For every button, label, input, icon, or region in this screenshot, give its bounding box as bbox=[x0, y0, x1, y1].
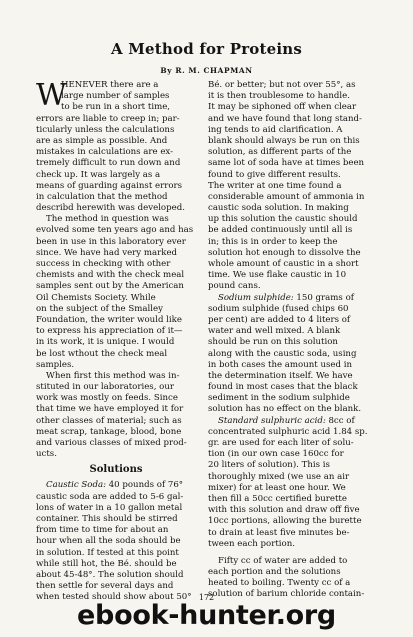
text-line: samples sent out by the American bbox=[36, 281, 184, 292]
text-line: means of guarding against errors bbox=[36, 180, 183, 191]
text-line: When first this method was in- bbox=[46, 370, 180, 381]
text-line: while still hot, the Bé. should be bbox=[36, 558, 177, 569]
watermark-text: ebook-hunter.org bbox=[77, 600, 336, 631]
text-line: describd herewith was developed. bbox=[36, 203, 185, 214]
text-line: solution hot enough to dissolve the bbox=[208, 247, 361, 258]
text-line: up this solution the caustic should bbox=[208, 214, 358, 225]
text-line: mixer) for at least one hour. We bbox=[208, 482, 346, 493]
text-line: Foundation, the writer would like bbox=[36, 314, 182, 325]
text-line: chemists and with the check meal bbox=[36, 270, 185, 281]
text-line: ucts. bbox=[36, 449, 57, 460]
text-line: then fill a 50cc certified burette bbox=[208, 493, 347, 504]
text-line: from time to time for about an bbox=[36, 525, 169, 536]
paragraph-lead-label: Standard sulphuric acid: bbox=[218, 415, 326, 426]
text-line: in its work, it is unique. I would bbox=[36, 337, 175, 348]
article-title: A Method for Proteins bbox=[110, 40, 303, 58]
text-line: be lost wthout the check meal bbox=[36, 348, 168, 359]
text-line: sodium sulphide (fused chips 60 bbox=[208, 303, 349, 314]
text-line: in calculation that the method bbox=[36, 191, 168, 202]
text-line: in; this is in order to keep the bbox=[208, 236, 338, 247]
text-line: The method in question was bbox=[46, 214, 169, 225]
text-line: tion (in our own case 160cc for bbox=[208, 449, 344, 460]
text-line: Bé. or better; but not over 55°, as bbox=[208, 80, 356, 90]
text-line: considerable amount of ammonia in bbox=[208, 191, 365, 202]
text-line: are as simple as possible. And bbox=[36, 135, 168, 146]
text-line: heated to boiling. Twenty cc of a bbox=[208, 578, 351, 589]
text-line: water and well mixed. A blank bbox=[208, 326, 341, 337]
text-line: Oil Chemists Society. While bbox=[36, 292, 156, 303]
text-line bbox=[208, 416, 368, 427]
text-line: blank should always be run on this bbox=[208, 135, 360, 146]
text-line: in solution. If tested at this point bbox=[36, 547, 179, 558]
text-line: lons of water in a 10 gallon metal bbox=[36, 502, 183, 513]
text-line: to express his appreciation of it— bbox=[36, 326, 183, 337]
text-line: sediment in the sodium sulphide bbox=[208, 393, 350, 404]
text-line: when tested should show about 50° bbox=[36, 592, 192, 603]
right-column bbox=[208, 80, 368, 601]
text-line: since. We have had very marked bbox=[36, 247, 178, 258]
text-line: found to give different results. bbox=[208, 169, 341, 180]
text-line: container. This should be stirred bbox=[36, 513, 178, 524]
text-line: errors are liable to creep in; par- bbox=[36, 113, 180, 124]
text-line: samples. bbox=[36, 359, 75, 370]
text-line: been in use in this laboratory ever bbox=[36, 236, 186, 247]
text-line: tremely difficult to run down and bbox=[36, 158, 181, 169]
paragraph-lead-label: Sodium sulphide: bbox=[218, 292, 294, 303]
text-line: time. We use flake caustic in 10 bbox=[208, 270, 347, 281]
text-line: It may be siphoned off when clear bbox=[208, 102, 357, 113]
text-line: Fifty cc of water are added to bbox=[218, 555, 348, 566]
text-line: and various classes of mixed prod- bbox=[36, 438, 187, 448]
text-line: to drain at least five minutes be- bbox=[208, 527, 350, 538]
text-line: and we have found that long stand- bbox=[208, 113, 362, 124]
text-line: solution of barium chloride contain- bbox=[208, 589, 365, 600]
text-line: with this solution and draw off five bbox=[208, 505, 360, 516]
text-line: large number of samples bbox=[61, 91, 170, 102]
drop-cap: W bbox=[36, 78, 67, 113]
text-line: gr. are used for each liter of solu- bbox=[208, 438, 354, 448]
page-number: 172 bbox=[198, 593, 215, 602]
text-line: other classes of material; such as bbox=[36, 415, 182, 426]
text-line: it is then troublesome to handle. bbox=[208, 91, 350, 102]
text-line: whole amount of caustic in a short bbox=[208, 259, 359, 269]
text-line: same lot of soda have at times been bbox=[208, 158, 365, 169]
text-line: meat scrap, tankage, blood, bone bbox=[36, 426, 182, 437]
text-line: concentrated sulphuric acid 1.84 sp. bbox=[208, 426, 368, 437]
text-line: the determination itself. We have bbox=[208, 370, 353, 381]
text-line: ticularly unless the calculations bbox=[36, 124, 175, 135]
text-line: each portion and the solutions bbox=[208, 567, 341, 578]
text-line: thoroughly mixed (we use an air bbox=[208, 471, 350, 482]
text-line: about 45-48°. The solution should bbox=[36, 569, 184, 580]
text-line: solution has no effect on the blank. bbox=[208, 404, 362, 415]
text-line: pound cans. bbox=[208, 281, 261, 292]
text-line: work was mostly on feeds. Since bbox=[36, 393, 178, 404]
text-line: on the subject of the Smalley bbox=[36, 303, 163, 314]
text-line: should be run on this solution bbox=[208, 337, 338, 348]
text-line: be added continuously until all is bbox=[208, 225, 353, 236]
text-line: ing tends to aid clarification. A bbox=[208, 124, 343, 135]
text-line: check up. It was largely as a bbox=[36, 169, 161, 180]
text-line: in both cases the amount used in bbox=[208, 359, 353, 370]
text-line: The writer at one time found a bbox=[208, 180, 342, 191]
text-line: stituted in our laboratories, our bbox=[36, 382, 174, 393]
text-line: tween each portion. bbox=[208, 538, 295, 549]
text-line: evolved some ten years ago and has bbox=[36, 225, 194, 236]
text-line: HENEVER there are a bbox=[61, 80, 159, 90]
text-line: hour when all the soda should be bbox=[36, 536, 181, 547]
paragraph-lead-rest: 40 pounds of 76° bbox=[105, 480, 184, 491]
article-byline: By R. M. CHAPMAN bbox=[160, 66, 253, 75]
text-line: per cent) are added to 4 liters of bbox=[208, 314, 351, 325]
text-line bbox=[36, 480, 196, 491]
text-line bbox=[208, 293, 368, 304]
paragraph-lead-label: Caustic Soda: bbox=[46, 480, 106, 491]
text-line: that time we have employed it for bbox=[36, 404, 184, 415]
text-line: caustic soda are added to 5-6 gal- bbox=[36, 491, 184, 502]
text-line: along with the caustic soda, using bbox=[208, 348, 357, 359]
text-line: caustic soda solution. In making bbox=[208, 203, 349, 214]
text-line: 20 liters of solution). This is bbox=[208, 460, 330, 471]
text-line: to be run in a short time, bbox=[61, 102, 171, 113]
text-line: mistakes in calculations are ex- bbox=[36, 147, 174, 158]
section-heading: Solutions bbox=[89, 464, 143, 476]
paragraph-lead-rest: 8cc of bbox=[325, 415, 355, 426]
text-line: 10cc portions, allowing the burette bbox=[208, 516, 362, 527]
text-line: then settle for several days and bbox=[36, 581, 174, 592]
paragraph-lead-rest: 150 grams of bbox=[293, 292, 354, 303]
text-line: solution, as different parts of the bbox=[208, 147, 352, 158]
text-line: found in most cases that the black bbox=[208, 382, 358, 393]
text-line: success in checking with other bbox=[36, 259, 171, 269]
left-column bbox=[36, 80, 196, 603]
